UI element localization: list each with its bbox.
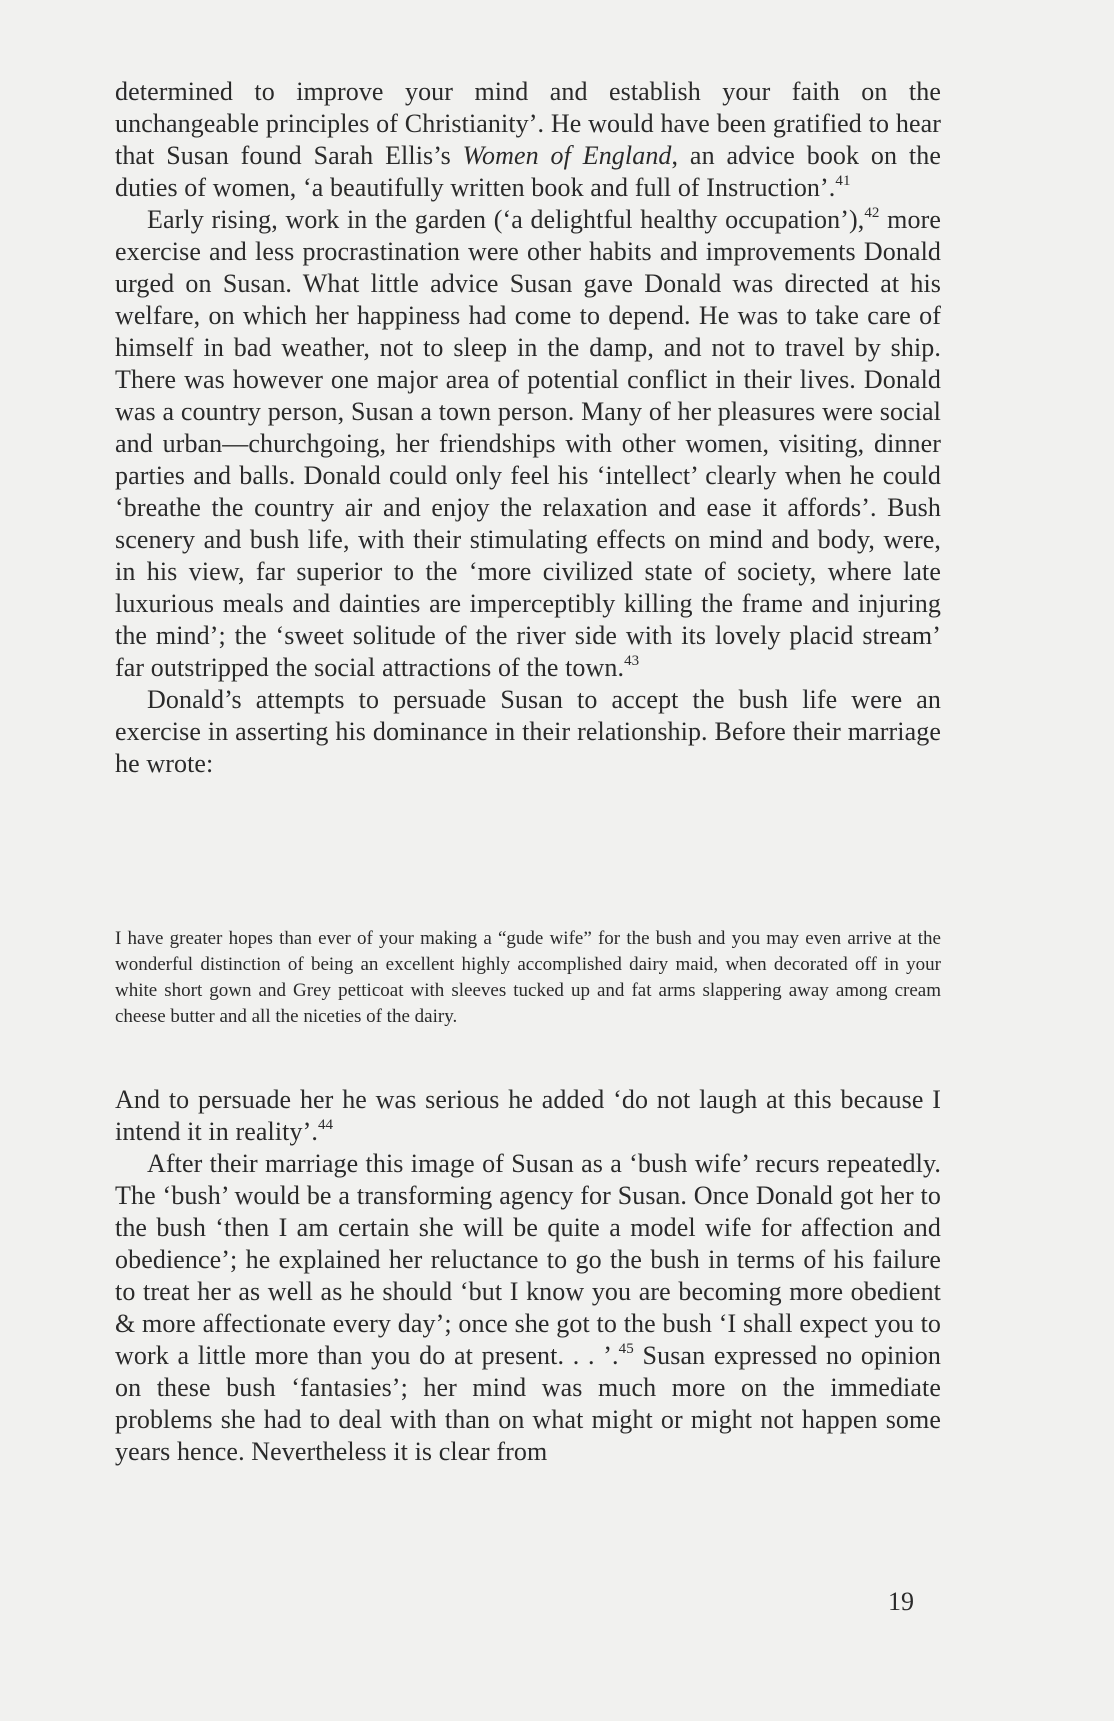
- footnote-ref: 41: [835, 173, 851, 189]
- paragraph-text: Donald’s attempts to persuade Susan to accept the bush life were an exercise in asserting his dominance in their relationship. Before their marriage he wrote:: [115, 685, 941, 778]
- footnote-ref: 42: [864, 205, 880, 221]
- footnote-ref: 43: [624, 653, 640, 669]
- footnote-ref: 45: [618, 1341, 634, 1357]
- paragraph-text: , an advice book on the duties of women, ‘a beautifully written book and full of Instruction’.: [115, 141, 941, 202]
- paragraph-text: determined to improve your mind and establish your faith on the unchangeable principles of Christianity’. He would have been gratified to hear that Susan found Sarah Ellis’s: [115, 77, 941, 170]
- quote-text: I have greater hopes than ever of your making a “gude wife” for the bush and you may even arrive at the wonderful distinction of being an excellent highly accomplished dairy maid, when decorated off in your white short gown and Grey petticoat with sleeves tucked up and fat arms slappering away among cream cheese butter and all the niceties of the dairy.: [115, 928, 941, 1027]
- book-title: Women of England: [462, 141, 672, 170]
- paragraph-text: Susan expressed no opinion on these bush ‘fantasies’; her mind was much more on the immediate problems she had to deal with than on what might or might not happen some years hence. Nevertheless it is clear from: [115, 1341, 941, 1466]
- body-text-top: [115, 76, 941, 780]
- footnote-ref: 44: [317, 1117, 334, 1133]
- paragraph: [115, 204, 941, 684]
- body-text-bottom: [115, 1084, 941, 1468]
- paragraph: [115, 1148, 941, 1468]
- paragraph-text: more exercise and less procrastination were other habits and improvements Donald urged on Susan. What little advice Susan gave Donald was directed at his welfare, on which her happiness had come to depend. He was to take care of himself in bad weather, not to sleep in the damp, and not to travel by ship. There was however one major area of potential conflict in their lives. Donald was a country person, Susan a town person. Many of her pleasures were social and urban—churchgoing, her friendships with other women, visiting, dinner parties and balls. Donald could only feel his ‘intellect’ clearly when he could ‘breathe the country air and enjoy the relaxation and ease it affords’. Bush scenery and bush life, with their stimulating effects on mind and body, were, in his view, far superior to the ‘more civilized state of society, where late luxurious meals and dainties are imperceptibly killing the frame and injuring the mind’; the ‘sweet solitude of the river side with its lovely placid stream’ far outstripped the social attractions of the town.: [115, 205, 941, 682]
- paragraph: [115, 1084, 941, 1148]
- block-quote: [115, 926, 941, 1030]
- page-number: 19: [888, 1587, 914, 1616]
- paragraph-text: And to persuade her he was serious he added ‘do not laugh at this because I intend it in reality’.: [115, 1085, 941, 1146]
- paragraph-text: Early rising, work in the garden (‘a delightful healthy occupation’),: [147, 205, 865, 234]
- paragraph: [115, 684, 941, 780]
- paragraph-continued: [115, 76, 941, 204]
- paragraph-text: After their marriage this image of Susan as a ‘bush wife’ recurs repeatedly. The ‘bush’ would be a transforming agency for Susan. Once Donald got her to the bush ‘then I am certain she will be quite a model wife for affection and obedience’; he explained her reluctance to go the bush in terms of his failure to treat her as well as he should ‘but I know you are becoming more obedient & more affectionate every day’; once she got to the bush ‘I shall expect you to work a little more than you do at present. . . ’.: [115, 1149, 941, 1370]
